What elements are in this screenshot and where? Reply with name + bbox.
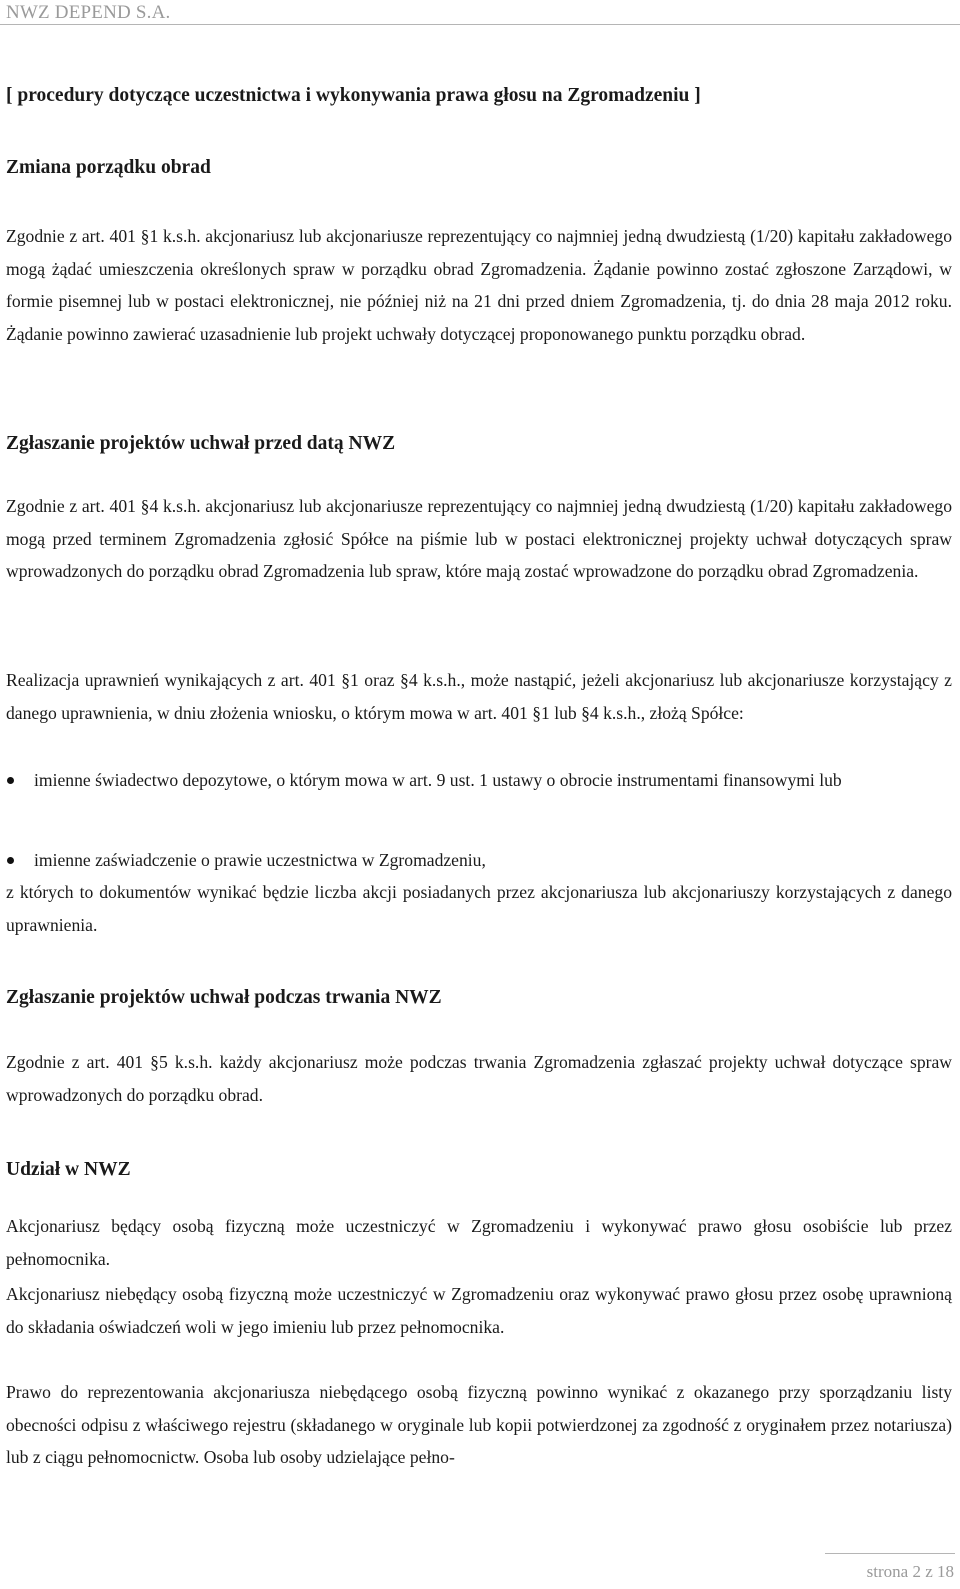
paragraph-proposals-during-meeting: Zgodnie z art. 401 §5 k.s.h. każdy akcjonariusz może podczas trwania Zgromadzenia zgłaszać projekty uchwał dotyczące spraw wprowadzonych do porządku obrad.: [6, 1052, 952, 1105]
paragraph-natural-person: Akcjonariusz będący osobą fizyczną może uczestniczyć w Zgromadzeniu i wykonywać prawo głosu osobiście lub przez pełnomocnika.: [6, 1216, 952, 1269]
paragraph-documents-shares: z których to dokumentów wynikać będzie liczba akcji posiadanych przez akcjonariusza lub akcjonariuszy korzystających z danego uprawnienia.: [6, 882, 952, 935]
heading-proposals-during-meeting: Zgłaszanie projektów uchwał podczas trwania NWZ: [6, 987, 442, 1008]
paragraph-rights-realization: Realizacja uprawnień wynikających z art. 401 §1 oraz §4 k.s.h., może nastąpić, jeżeli akcjonariusz lub akcjonariusze korzystający z danego uprawnienia, w dniu złożenia wniosku, o którym mowa w art. 401 §1 lub §4 k.s.h., złożą Spółce:: [6, 670, 952, 723]
paragraph-agenda-change: Zgodnie z art. 401 §1 k.s.h. akcjonariusz lub akcjonariusze reprezentujący co najmniej jedną dwudziestą (1/20) kapitału zakładowego mogą żądać umieszczenia określonych spraw w porządku obrad Zgromadzenia. Żądanie powinno zostać zgłoszone Zarządowi, w formie pisemnej lub w postaci elektronicznej, nie później niż na 21 dni przed dniem Zgromadzenia, tj. do dnia 28 maja 2012 roku. Żądanie powinno zawierać uzasadnienie lub projekt uchwały dotyczącej proponowanego punktu porządku obrad.: [6, 226, 952, 344]
heading-participation: Udział w NWZ: [6, 1159, 131, 1180]
list-item-participation-certificate: [6, 844, 952, 877]
procedures-title: [ procedury dotyczące uczestnictwa i wykonywania prawa głosu na Zgromadzeniu ]: [6, 85, 701, 106]
document-header-title: NWZ DEPEND S.A.: [6, 2, 171, 23]
bullet-icon: [7, 857, 14, 864]
bullet-icon: [7, 777, 14, 784]
list-item-deposit-certificate: [6, 764, 952, 797]
header-divider: [0, 24, 960, 25]
paragraph-proposals-before-meeting: Zgodnie z art. 401 §4 k.s.h. akcjonariusz lub akcjonariusze reprezentujący co najmniej jedną dwudziestą (1/20) kapitału zakładowego mogą przed terminem Zgromadzenia zgłosić Spółce na piśmie lub w postaci elektronicznej projekty uchwał dotyczących spraw wprowadzonych do porządku obrad Zgromadzenia lub spraw, które mają zostać wprowadzone do porządku obrad Zgromadzenia.: [6, 496, 952, 581]
list-item-text: imienne świadectwo depozytowe, o którym mowa w art. 9 ust. 1 ustawy o obrocie instrumentami finansowymi lub: [34, 770, 842, 790]
paragraph-legal-person: Akcjonariusz niebędący osobą fizyczną może uczestniczyć w Zgromadzeniu oraz wykonywać prawo głosu przez osobę uprawnioną do składania oświadczeń woli w jego imieniu lub przez pełnomocnika.: [6, 1284, 952, 1337]
page-number: strona 2 z 18: [866, 1562, 954, 1581]
paragraph-representation: Prawo do reprezentowania akcjonariusza niebędącego osobą fizyczną powinno wynikać z okazanego przy sporządzaniu listy obecności odpisu z właściwego rejestru (składanego w oryginale lub kopii potwierdzonej za zgodność z oryginałem przez notariusza) lub z ciągu pełnomocnictw. Osoba lub osoby udzielające pełno-: [6, 1382, 952, 1467]
list-item-text: imienne zaświadczenie o prawie uczestnictwa w Zgromadzeniu,: [34, 850, 486, 870]
footer-divider: [825, 1553, 955, 1554]
heading-agenda-change: Zmiana porządku obrad: [6, 157, 211, 178]
heading-proposals-before-meeting: Zgłaszanie projektów uchwał przed datą NWZ: [6, 433, 396, 454]
